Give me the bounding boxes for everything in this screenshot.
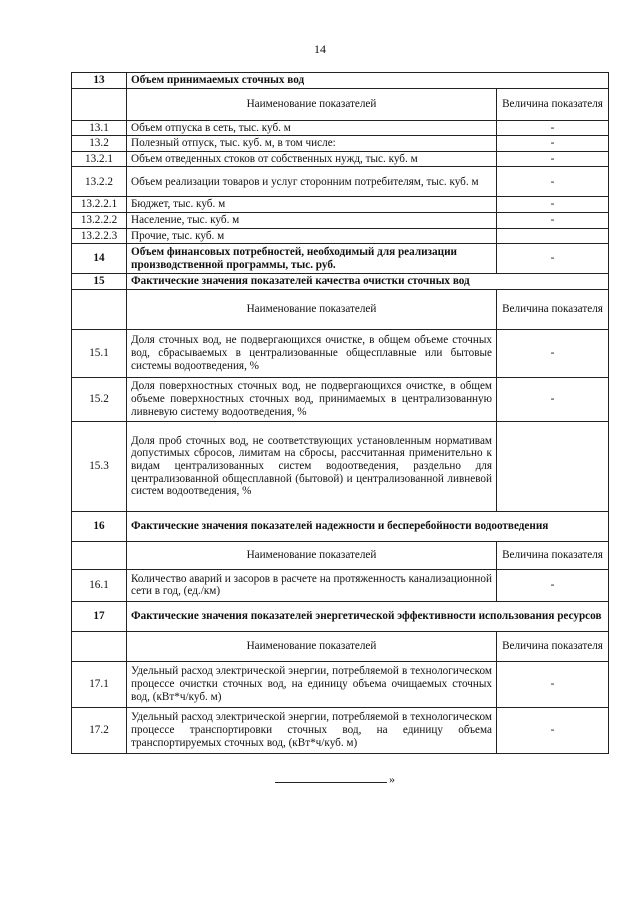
row-number: 17.2 bbox=[72, 707, 127, 753]
row-text: Удельный расход электрической энергии, потребляемой в технологическом процессе транспортировки сточных вод, на единицу объема транспортируемых сточных вод, (кВт*ч/куб. м) bbox=[127, 707, 497, 753]
row-number: 17.1 bbox=[72, 661, 127, 707]
section-title: Фактические значения показателей энергетической эффективности использования ресурсов bbox=[127, 601, 609, 631]
row-value: - bbox=[497, 136, 609, 152]
row-value: - bbox=[497, 707, 609, 753]
section-17-title-row bbox=[72, 601, 609, 631]
section-number: 17 bbox=[72, 601, 127, 631]
row-number: 15.3 bbox=[72, 421, 127, 511]
empty-cell bbox=[72, 88, 127, 120]
section-title: Объем принимаемых сточных вод bbox=[127, 73, 609, 89]
row-text: Объем отпуска в сеть, тыс. куб. м bbox=[127, 120, 497, 136]
row-text: Объем реализации товаров и услуг сторонним потребителям, тыс. куб. м bbox=[127, 167, 497, 197]
table-row bbox=[72, 120, 609, 136]
row-value bbox=[497, 228, 609, 244]
empty-cell bbox=[72, 631, 127, 661]
row-number: 13.2.2.2 bbox=[72, 212, 127, 228]
row-number: 13.2.2.1 bbox=[72, 197, 127, 213]
row-number: 16.1 bbox=[72, 569, 127, 601]
row-value: - bbox=[497, 244, 609, 274]
row-value: - bbox=[497, 120, 609, 136]
row-text: Доля поверхностных сточных вод, не подвергающихся очистке, в общем объеме поверхностных сточных вод, принимаемых в централизованную ливневую систему водоотведения, % bbox=[127, 377, 497, 421]
row-number: 13.2 bbox=[72, 136, 127, 152]
indicators-table bbox=[71, 72, 609, 754]
section-16-title-row bbox=[72, 511, 609, 541]
row-value: - bbox=[497, 151, 609, 167]
column-header-row bbox=[72, 541, 609, 569]
row-value: - bbox=[497, 661, 609, 707]
row-number: 15.1 bbox=[72, 329, 127, 377]
table-row bbox=[72, 569, 609, 601]
row-text: Доля проб сточных вод, не соответствующих установленным нормативам допустимых сбросов, лимитам на сбросы, рассчитанная применительно к видам централизованных систем водоотведения, раздельно для централизованной общесплавной (бытовой) и централизованной ливневой систем водоотведения, % bbox=[127, 421, 497, 511]
row-number: 15.2 bbox=[72, 377, 127, 421]
row-number: 13.2.1 bbox=[72, 151, 127, 167]
page-number: 14 bbox=[314, 42, 326, 56]
section-title: Фактические значения показателей качества очистки сточных вод bbox=[127, 274, 609, 290]
section-number: 16 bbox=[72, 511, 127, 541]
column-header-value: Величина показателя bbox=[497, 541, 609, 569]
column-header-row bbox=[72, 289, 609, 329]
row-value bbox=[497, 421, 609, 511]
row-text: Удельный расход электрической энергии, потребляемой в технологическом процессе очистки сточных вод, на единицу объема очищаемых сточных вод, (кВт*ч/куб. м) bbox=[127, 661, 497, 707]
empty-cell bbox=[72, 289, 127, 329]
row-value: - bbox=[497, 569, 609, 601]
column-header-name: Наименование показателей bbox=[127, 88, 497, 120]
table-row bbox=[72, 329, 609, 377]
row-value: - bbox=[497, 377, 609, 421]
table-row bbox=[72, 136, 609, 152]
row-text: Полезный отпуск, тыс. куб. м, в том числе: bbox=[127, 136, 497, 152]
table-row bbox=[72, 212, 609, 228]
underline-rule bbox=[275, 782, 387, 783]
column-header-value: Величина показателя bbox=[497, 88, 609, 120]
column-header-name: Наименование показателей bbox=[127, 289, 497, 329]
row-text: Объем отведенных стоков от собственных нужд, тыс. куб. м bbox=[127, 151, 497, 167]
row-text: Бюджет, тыс. куб. м bbox=[127, 197, 497, 213]
row-number: 13.2.2 bbox=[72, 167, 127, 197]
document-end-line bbox=[275, 772, 395, 787]
row-text: Доля сточных вод, не подвергающихся очистке, в общем объеме сточных вод, сбрасываемых в централизованные общесплавные или бытовые системы водоотведения, % bbox=[127, 329, 497, 377]
column-header-row bbox=[72, 631, 609, 661]
table-row bbox=[72, 707, 609, 753]
row-number: 13.2.2.3 bbox=[72, 228, 127, 244]
table-row bbox=[72, 661, 609, 707]
table-row bbox=[72, 421, 609, 511]
section-number: 15 bbox=[72, 274, 127, 290]
section-15-title-row bbox=[72, 274, 609, 290]
table-row bbox=[72, 377, 609, 421]
section-title: Фактические значения показателей надежности и бесперебойности водоотведения bbox=[127, 511, 609, 541]
column-header-value: Величина показателя bbox=[497, 631, 609, 661]
row-value: - bbox=[497, 197, 609, 213]
column-header-value: Величина показателя bbox=[497, 289, 609, 329]
row-value: - bbox=[497, 212, 609, 228]
section-14-row bbox=[72, 244, 609, 274]
table-row bbox=[72, 228, 609, 244]
row-value: - bbox=[497, 167, 609, 197]
section-13-title-row bbox=[72, 73, 609, 89]
row-text: Количество аварий и засоров в расчете на протяженность канализационной сети в год, (ед./км) bbox=[127, 569, 497, 601]
table-row bbox=[72, 167, 609, 197]
table-row bbox=[72, 197, 609, 213]
empty-cell bbox=[72, 541, 127, 569]
section-number: 13 bbox=[72, 73, 127, 89]
row-value: - bbox=[497, 329, 609, 377]
row-text: Прочие, тыс. куб. м bbox=[127, 228, 497, 244]
section-number: 14 bbox=[72, 244, 127, 274]
column-header-row bbox=[72, 88, 609, 120]
column-header-name: Наименование показателей bbox=[127, 631, 497, 661]
table-row bbox=[72, 151, 609, 167]
section-title: Объем финансовых потребностей, необходимый для реализации производственной программы, тыс. руб. bbox=[127, 244, 497, 274]
row-number: 13.1 bbox=[72, 120, 127, 136]
closing-quote: » bbox=[389, 772, 395, 786]
column-header-name: Наименование показателей bbox=[127, 541, 497, 569]
row-text: Население, тыс. куб. м bbox=[127, 212, 497, 228]
